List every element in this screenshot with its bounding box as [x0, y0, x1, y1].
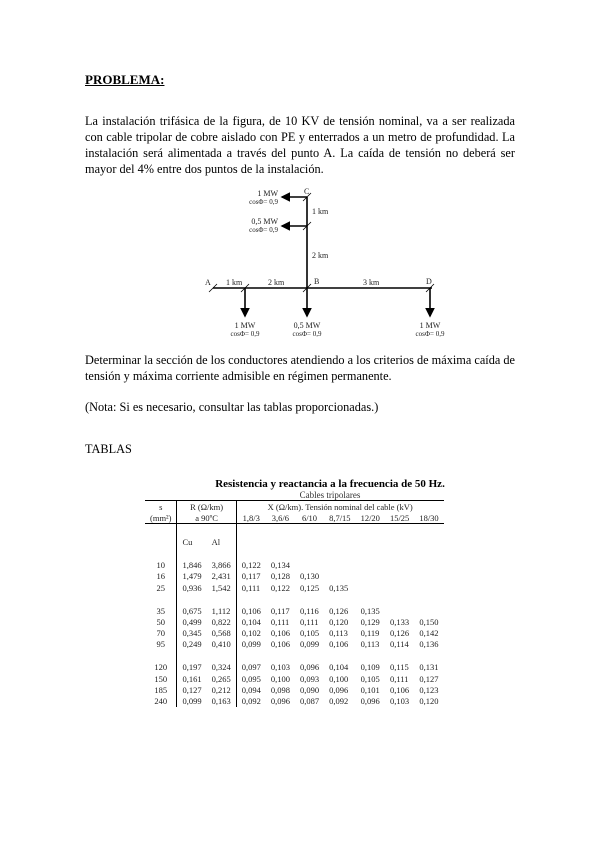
col-s: s [145, 501, 177, 513]
value-cell: 0,093 [299, 673, 320, 684]
value-cell: 0,096 [270, 696, 290, 707]
dist-label: 2 km [268, 278, 285, 287]
value-cell: 0,106 [241, 605, 261, 616]
value-cell [414, 582, 443, 593]
value-cell: 0,142 [419, 628, 439, 639]
value-cell: 0,096 [299, 662, 320, 673]
value-cell: 0,090 [299, 684, 320, 695]
col-x: X (Ω/km). Tensión nominal del cable (kV) [267, 501, 413, 512]
value-cell: 0,111 [270, 616, 290, 627]
value-cell: 0,324 [207, 662, 237, 673]
load-pf: cosΦ= 0,9 [292, 330, 322, 338]
load-pf: cosΦ= 0,9 [230, 330, 260, 338]
table-row [145, 571, 444, 582]
value-cell [295, 560, 324, 571]
value-cell: 0,122 [241, 560, 261, 571]
value-cell: 0,102 [241, 628, 261, 639]
value-cell: 0,150 [419, 616, 439, 627]
dist-label: 1 km [312, 207, 329, 216]
value-cell: 0,130 [299, 571, 320, 582]
value-cell: 0,499 [182, 616, 202, 627]
value-cell: 0,249 [182, 639, 202, 650]
value-cell: 0,095 [241, 673, 261, 684]
value-cell: 0,111 [241, 582, 261, 593]
table-row [145, 662, 444, 673]
value-cell: 0,109 [360, 662, 380, 673]
voltage-header: 18/30 [419, 512, 439, 523]
load-power: 1 MW [419, 321, 441, 330]
voltage-header: 1,8/3 [242, 512, 260, 523]
table-row [145, 684, 444, 695]
value-cell: 0,129 [360, 616, 380, 627]
table-subtitle: Cables tripolares [299, 490, 361, 500]
load-pf: cosΦ= 0,9 [249, 198, 278, 206]
value-cell: 0,126 [329, 605, 349, 616]
dist-label: 3 km [363, 278, 380, 287]
value-cell: 0,568 [207, 628, 237, 639]
value-cell: 3,866 [207, 560, 237, 571]
task-statement: Determinar la sección de los conductores atendiendo a los criterios de máxima caída de tensión y máxima corriente admisible en régimen permanente. [85, 353, 515, 383]
voltage-header: 3,6/6 [271, 512, 289, 523]
value-cell: 0,675 [182, 605, 202, 616]
value-cell: 0,106 [389, 684, 410, 695]
value-cell: 0,105 [360, 673, 380, 684]
value-cell: 0,100 [270, 673, 290, 684]
voltage-header: 15/25 [389, 512, 410, 523]
value-cell: 0,103 [270, 662, 290, 673]
section-cell: 120 [145, 662, 177, 673]
value-cell: 0,094 [241, 684, 261, 695]
col-r: R (Ω/km) [177, 501, 236, 513]
value-cell: 0,087 [299, 696, 320, 707]
value-cell: 0,114 [389, 639, 409, 650]
value-cell: 0,111 [389, 673, 409, 684]
value-cell: 1,846 [182, 560, 202, 571]
node-b: B [314, 277, 320, 286]
section-cell: 16 [145, 571, 177, 582]
load-pf: cosΦ= 0,9 [249, 226, 278, 234]
value-cell: 2,431 [207, 571, 237, 582]
value-cell: 0,136 [419, 639, 439, 650]
section-cell: 185 [145, 684, 177, 695]
value-cell: 0,125 [299, 582, 320, 593]
value-cell: 0,092 [329, 696, 349, 707]
value-cell: 1,542 [207, 582, 237, 593]
value-cell: 0,103 [389, 696, 410, 707]
value-cell [414, 571, 443, 582]
value-cell: 0,163 [207, 695, 237, 706]
section-cell: 25 [145, 582, 177, 593]
value-cell [324, 571, 356, 582]
dist-label: 1 km [226, 278, 243, 287]
cu-header: Cu [182, 536, 193, 547]
value-cell: 0,131 [419, 662, 439, 673]
value-cell: 0,119 [360, 628, 380, 639]
table-row [145, 560, 444, 571]
section-cell: 240 [145, 695, 177, 706]
section-cell: 150 [145, 673, 177, 684]
voltage-header: 8,7/15 [329, 512, 351, 523]
col-s-unit: (mm²) [145, 512, 177, 524]
value-cell: 0,096 [360, 696, 380, 707]
value-cell [385, 582, 414, 593]
value-cell [356, 560, 385, 571]
value-cell: 0,135 [360, 605, 380, 616]
value-cell: 0,113 [329, 628, 348, 639]
value-cell: 0,161 [182, 673, 202, 684]
value-cell: 0,135 [329, 582, 349, 593]
value-cell: 0,122 [270, 582, 290, 593]
problem-statement: La instalación trifásica de la figura, de 10 KV de tensión nominal, va a ser realizada con cable tripolar de cobre aislado con PE y enterrados a un metro de profundidad. La instalación será alimentada a través del punto A. La caída de tensión no deberá ser mayor del 4% entre dos puntos de la instalación. [85, 114, 515, 176]
value-cell: 0,117 [241, 571, 261, 582]
al-header: Al [207, 536, 237, 547]
value-cell: 0,936 [182, 582, 202, 593]
value-cell [385, 560, 414, 571]
value-cell [414, 560, 443, 571]
value-cell: 0,106 [270, 628, 290, 639]
section-cell: 70 [145, 628, 177, 639]
value-cell [385, 605, 414, 616]
value-cell: 0,126 [389, 628, 410, 639]
load-power: 0,5 MW [251, 217, 278, 226]
value-cell: 0,133 [389, 616, 410, 627]
node-d: D [426, 277, 432, 286]
value-cell: 1,479 [182, 571, 202, 582]
value-cell: 0,212 [207, 684, 237, 695]
voltage-header: 12/20 [360, 512, 380, 523]
node-c: C [304, 187, 310, 196]
value-cell: 1,112 [207, 605, 237, 616]
value-cell: 0,099 [241, 639, 261, 650]
value-cell: 0,100 [329, 673, 349, 684]
value-cell: 0,098 [270, 684, 290, 695]
value-cell: 0,104 [329, 662, 349, 673]
value-cell [356, 571, 385, 582]
value-cell: 0,265 [207, 673, 237, 684]
value-cell: 0,092 [241, 696, 261, 707]
table-title: Resistencia y reactancia a la frecuencia de 50 Hz. [215, 478, 445, 490]
value-cell: 0,822 [207, 616, 237, 627]
table-row [145, 639, 444, 650]
value-cell: 0,104 [241, 616, 261, 627]
value-cell: 0,111 [299, 616, 319, 627]
dist-label: 2 km [312, 251, 329, 260]
value-cell: 0,120 [419, 696, 439, 707]
node-a: A [205, 278, 211, 287]
col-r-temp: a 90ºC [177, 512, 236, 524]
value-cell: 0,096 [329, 684, 349, 695]
value-cell [324, 560, 356, 571]
value-cell: 0,113 [360, 639, 380, 650]
value-cell: 0,120 [329, 616, 349, 627]
table-row [145, 628, 444, 639]
value-cell: 0,117 [270, 605, 290, 616]
load-power: 1 MW [257, 189, 278, 198]
value-cell: 0,127 [419, 673, 439, 684]
value-cell: 0,106 [329, 639, 349, 650]
value-cell: 0,123 [419, 684, 439, 695]
value-cell: 0,410 [207, 639, 237, 650]
voltage-header: 6/10 [301, 512, 318, 523]
value-cell: 0,106 [270, 639, 290, 650]
section-cell: 95 [145, 639, 177, 650]
value-cell [356, 582, 385, 593]
value-cell [414, 605, 443, 616]
load-power: 0,5 MW [293, 321, 321, 330]
load-pf: cosΦ= 0,9 [415, 330, 445, 338]
note: (Nota: Si es necesario, consultar las tablas proporcionadas.) [85, 400, 379, 414]
value-cell: 0,128 [270, 571, 290, 582]
resistance-reactance-table [145, 500, 444, 707]
value-cell: 0,127 [182, 684, 202, 695]
value-cell: 0,101 [360, 684, 380, 695]
value-cell: 0,134 [270, 560, 290, 571]
section-cell: 50 [145, 616, 177, 627]
table-row [145, 673, 444, 684]
section-cell: 10 [145, 560, 177, 571]
table-row [145, 605, 444, 616]
tables-heading: TABLAS [85, 442, 132, 456]
value-cell: 0,099 [299, 639, 320, 650]
table-row [145, 695, 444, 706]
value-cell: 0,115 [389, 662, 409, 673]
table-row [145, 582, 444, 593]
value-cell: 0,197 [182, 662, 202, 673]
value-cell [385, 571, 414, 582]
table-row [145, 616, 444, 627]
value-cell: 0,345 [182, 628, 202, 639]
problem-title: PROBLEMA: [85, 72, 165, 87]
value-cell: 0,116 [299, 605, 319, 616]
load-power: 1 MW [234, 321, 256, 330]
value-cell: 0,099 [182, 696, 202, 707]
value-cell: 0,097 [241, 662, 261, 673]
section-cell: 35 [145, 605, 177, 616]
value-cell: 0,105 [299, 628, 320, 639]
